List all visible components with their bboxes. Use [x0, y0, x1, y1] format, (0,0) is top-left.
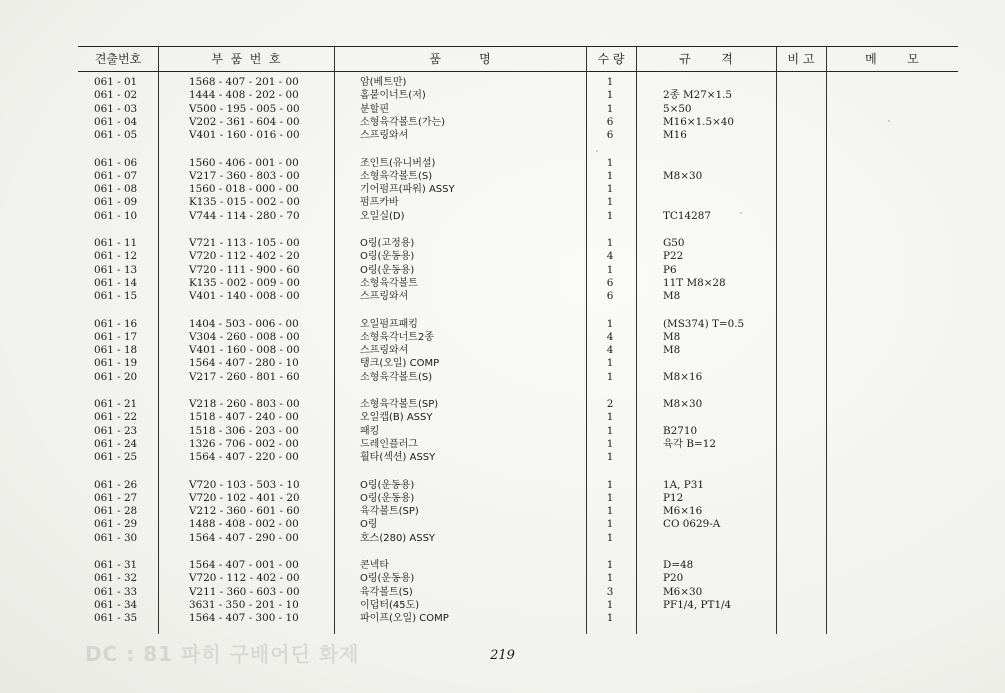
table-row: [78, 559, 958, 572]
item-number-cell: 061 - 33: [94, 585, 138, 598]
table-row: [78, 76, 958, 89]
quantity-cell: 1: [606, 612, 614, 625]
table-row: [78, 451, 958, 464]
item-number-cell: 061 - 01: [94, 76, 138, 88]
quantity-cell: 1: [606, 505, 614, 518]
part-name-cell: 오일펌프패킹: [360, 318, 418, 330]
quantity-cell: 1: [606, 102, 614, 115]
part-number-cell: V401 - 140 - 008 - 00: [189, 290, 300, 303]
part-name-cell: 소형육각볼트: [360, 277, 418, 289]
item-number-cell: 061 - 24: [94, 437, 138, 450]
table-row: [78, 290, 958, 303]
spec-cell: G50: [663, 237, 685, 249]
quantity-cell: 3: [606, 585, 614, 598]
part-number-cell: V720 - 112 - 402 - 00: [189, 572, 300, 585]
quantity-cell: 1: [606, 478, 614, 491]
part-name-cell: 오일실(D): [360, 210, 405, 222]
scan-speck: [888, 120, 890, 122]
part-name-cell: 암(베트만): [360, 77, 407, 88]
part-name-cell: 소형육각볼트(S): [360, 371, 433, 383]
item-number-cell: 061 - 25: [94, 451, 138, 464]
spec-cell: M6×30: [663, 585, 703, 598]
part-number-cell: 1564 - 407 - 300 - 10: [189, 612, 299, 625]
part-name-cell: O링: [360, 519, 378, 531]
quantity-cell: 1: [606, 196, 614, 209]
item-number-cell: 061 - 16: [94, 317, 138, 330]
part-name-cell: O링(운동용): [360, 251, 415, 263]
quantity-cell: 1: [606, 169, 614, 182]
spec-cell: 5×50: [663, 102, 692, 115]
part-number-cell: V217 - 260 - 801 - 60: [189, 370, 300, 383]
scan-speck: [420, 360, 422, 362]
part-number-cell: V401 - 160 - 016 - 00: [189, 129, 300, 142]
part-number-cell: V218 - 260 - 803 - 00: [189, 398, 300, 410]
header-remark: 비 고: [787, 52, 815, 66]
item-number-cell: 061 - 29: [94, 518, 138, 531]
quantity-cell: 6: [606, 129, 614, 142]
part-number-cell: V202 - 361 - 604 - 00: [189, 115, 300, 128]
part-name-cell: 오일캡(B) ASSY: [360, 412, 433, 424]
part-number-cell: 3631 - 350 - 201 - 10: [189, 598, 299, 611]
part-number-cell: 1564 - 407 - 001 - 00: [189, 559, 299, 571]
table-row: [78, 89, 958, 102]
part-number-cell: K135 - 015 - 002 - 00: [189, 196, 300, 209]
quantity-cell: 1: [606, 424, 614, 437]
scan-speck: [596, 150, 598, 152]
spec-cell: M8×30: [663, 169, 703, 182]
spec-cell: P12: [663, 491, 684, 504]
item-number-cell: 061 - 26: [94, 478, 138, 491]
table-row: [78, 532, 958, 545]
item-number-cell: 061 - 30: [94, 531, 138, 544]
part-number-cell: 1568 - 407 - 201 - 00: [189, 76, 299, 88]
table-row: [78, 116, 958, 129]
quantity-cell: 1: [606, 317, 614, 330]
table-row: [78, 599, 958, 612]
quantity-cell: 6: [606, 276, 614, 289]
part-name-cell: 파이프(오일) COMP: [360, 613, 449, 625]
spec-cell: M8: [663, 330, 681, 343]
part-name-cell: 휠타(섹션) ASSY: [360, 452, 436, 464]
item-number-cell: 061 - 11: [94, 237, 138, 249]
part-name-cell: 홈붙이너트(저): [360, 90, 426, 102]
table-row: [78, 210, 958, 223]
item-number-cell: 061 - 12: [94, 250, 138, 263]
spec-cell: PF1/4, PT1/4: [663, 598, 732, 611]
item-number-cell: 061 - 14: [94, 276, 138, 289]
table-row: [78, 586, 958, 599]
part-name-cell: 호스(280) ASSY: [360, 532, 436, 544]
item-number-cell: 061 - 28: [94, 505, 138, 518]
table-row: [78, 344, 958, 357]
part-number-cell: V304 - 260 - 008 - 00: [189, 330, 300, 343]
part-number-cell: 1564 - 407 - 290 - 00: [189, 531, 299, 544]
table-row: [78, 492, 958, 505]
part-name-cell: 콘넥타: [360, 560, 389, 571]
item-number-cell: 061 - 23: [94, 424, 138, 437]
item-number-cell: 061 - 02: [94, 89, 138, 102]
spec-cell: 1A, P31: [663, 478, 704, 491]
item-number-cell: 061 - 10: [94, 209, 138, 222]
spec-cell: M8: [663, 344, 681, 357]
part-name-cell: 이덥터(45도): [360, 599, 420, 611]
quantity-cell: 1: [606, 451, 614, 464]
part-number-cell: V401 - 160 - 008 - 00: [189, 344, 300, 357]
table-row: [78, 357, 958, 370]
header-no: 견출번호: [94, 52, 142, 66]
table-row: [78, 411, 958, 424]
part-number-cell: V211 - 360 - 603 - 00: [189, 585, 300, 598]
part-number-cell: V721 - 113 - 105 - 00: [189, 237, 300, 249]
part-name-cell: O링(운동용): [360, 573, 415, 585]
quantity-cell: 1: [606, 531, 614, 544]
table-row: [78, 264, 958, 277]
table-row: [78, 318, 958, 331]
quantity-cell: 1: [606, 76, 614, 88]
quantity-cell: 1: [606, 437, 614, 450]
item-number-cell: 061 - 32: [94, 572, 138, 585]
quantity-cell: 4: [606, 330, 614, 343]
part-number-cell: 1488 - 408 - 002 - 00: [189, 518, 299, 531]
item-number-cell: 061 - 20: [94, 370, 138, 383]
part-number-cell: V217 - 360 - 803 - 00: [189, 169, 300, 182]
quantity-cell: 1: [606, 411, 614, 424]
item-number-cell: 061 - 18: [94, 344, 138, 357]
item-number-cell: 061 - 21: [94, 398, 138, 410]
scan-speck: [740, 212, 742, 214]
part-number-cell: V720 - 103 - 503 - 10: [189, 478, 300, 491]
quantity-cell: 4: [606, 250, 614, 263]
quantity-cell: 2: [606, 398, 614, 410]
part-number-cell: 1518 - 407 - 240 - 00: [189, 411, 299, 424]
quantity-cell: 1: [606, 156, 614, 169]
quantity-cell: 1: [606, 598, 614, 611]
spec-cell: P20: [663, 572, 684, 585]
item-number-cell: 061 - 09: [94, 196, 138, 209]
part-name-cell: 소형육각볼트(SP): [360, 399, 439, 410]
part-name-cell: 스프링와셔: [360, 130, 409, 142]
quantity-cell: 1: [606, 518, 614, 531]
part-number-cell: V500 - 195 - 005 - 00: [189, 102, 300, 115]
table-row: [78, 170, 958, 183]
part-name-cell: O링(고정용): [360, 238, 415, 249]
part-name-cell: 패킹: [360, 425, 380, 437]
item-number-cell: 061 - 31: [94, 559, 138, 571]
part-number-cell: 1560 - 018 - 000 - 00: [189, 183, 299, 196]
table-row: [78, 129, 958, 142]
header-part-no: 부 품 번 호: [211, 52, 281, 66]
table-row: [78, 425, 958, 438]
spec-cell: M8×30: [663, 398, 703, 410]
part-name-cell: 조인트(유니버셜): [360, 157, 436, 169]
table-row: [78, 331, 958, 344]
part-number-cell: 1560 - 406 - 001 - 00: [189, 156, 299, 169]
quantity-cell: 1: [606, 572, 614, 585]
bleed-through-text: DC : 81 파히 구배어딘 화제: [85, 642, 360, 666]
spec-cell: (MS374) T=0.5: [663, 317, 745, 330]
table-row: [78, 438, 958, 451]
part-number-cell: 1404 - 503 - 006 - 00: [189, 317, 299, 330]
part-name-cell: 소형육각너트2종: [360, 331, 434, 343]
part-number-cell: 1564 - 407 - 220 - 00: [189, 451, 299, 464]
header-memo: 메 모: [865, 52, 919, 66]
spec-cell: M8: [663, 290, 681, 303]
part-number-cell: 1326 - 706 - 002 - 00: [189, 437, 299, 450]
item-number-cell: 061 - 06: [94, 156, 138, 169]
part-number-cell: 1444 - 408 - 202 - 00: [189, 89, 299, 102]
page-number: 219: [490, 648, 515, 663]
item-number-cell: 061 - 08: [94, 183, 138, 196]
spec-cell: M16: [663, 129, 687, 142]
quantity-cell: 1: [606, 89, 614, 102]
table-row: [78, 103, 958, 116]
part-name-cell: 드레인플러그: [360, 438, 418, 450]
part-name-cell: 스프링와셔: [360, 291, 409, 303]
spec-cell: 육각 B=12: [663, 437, 716, 450]
item-number-cell: 061 - 22: [94, 411, 138, 424]
table-row: [78, 398, 958, 411]
part-number-cell: K135 - 002 - 009 - 00: [189, 276, 300, 289]
header-qty: 수 량: [597, 52, 625, 66]
item-number-cell: 061 - 04: [94, 115, 138, 128]
item-number-cell: 061 - 15: [94, 290, 138, 303]
table-row: [78, 250, 958, 263]
spec-cell: CO 0629-A: [663, 518, 721, 531]
part-name-cell: O링(운동용): [360, 479, 415, 491]
part-number-cell: 1564 - 407 - 280 - 10: [189, 357, 299, 370]
part-name-cell: 스프링와셔: [360, 345, 409, 357]
spec-cell: M6×16: [663, 505, 703, 518]
table-row: [78, 277, 958, 290]
parts-table: [78, 46, 958, 634]
item-number-cell: 061 - 19: [94, 357, 138, 370]
item-number-cell: 061 - 27: [94, 491, 138, 504]
spec-cell: D=48: [663, 559, 694, 571]
part-number-cell: V720 - 102 - 401 - 20: [189, 491, 300, 504]
item-number-cell: 061 - 13: [94, 263, 138, 276]
spec-cell: 11T M8×28: [663, 276, 726, 289]
quantity-cell: 1: [606, 237, 614, 249]
part-name-cell: 육각볼트(S): [360, 586, 413, 598]
table-row: [78, 518, 958, 531]
part-name-cell: 육각볼트(SP): [360, 506, 419, 518]
table-row: [78, 612, 958, 625]
item-number-cell: 061 - 05: [94, 129, 138, 142]
part-name-cell: 기어펌프(파워) ASSY: [360, 184, 455, 196]
table-row: [78, 371, 958, 384]
spec-cell: P6: [663, 263, 677, 276]
spec-cell: TC14287: [663, 209, 711, 222]
spec-cell: P22: [663, 250, 684, 263]
part-number-cell: V720 - 111 - 900 - 60: [189, 263, 300, 276]
table-row: [78, 183, 958, 196]
quantity-cell: 1: [606, 559, 614, 571]
table-row: [78, 572, 958, 585]
spec-cell: M8×16: [663, 370, 703, 383]
item-number-cell: 061 - 07: [94, 169, 138, 182]
part-name-cell: 소형육각볼트(S): [360, 170, 433, 182]
table-row: [78, 157, 958, 170]
item-number-cell: 061 - 34: [94, 598, 138, 611]
header-name: 품 명: [429, 52, 491, 66]
part-number-cell: 1518 - 306 - 203 - 00: [189, 424, 299, 437]
quantity-cell: 1: [606, 370, 614, 383]
spec-cell: 2종 M27×1.5: [663, 89, 733, 102]
part-name-cell: 분할핀: [360, 103, 389, 115]
item-number-cell: 061 - 35: [94, 612, 138, 625]
part-name-cell: O링(운동용): [360, 264, 415, 276]
spec-cell: M16×1.5×40: [663, 115, 735, 128]
table-row: [78, 505, 958, 518]
quantity-cell: 1: [606, 263, 614, 276]
quantity-cell: 6: [606, 115, 614, 128]
part-name-cell: O링(운동용): [360, 492, 415, 504]
quantity-cell: 6: [606, 290, 614, 303]
quantity-cell: 1: [606, 491, 614, 504]
part-name-cell: 펌프카바: [360, 197, 399, 209]
table-row: [78, 196, 958, 209]
part-number-cell: V744 - 114 - 280 - 70: [189, 209, 300, 222]
quantity-cell: 1: [606, 183, 614, 196]
part-name-cell: 소형육각볼트(가는): [360, 116, 446, 128]
header-spec: 규 격: [679, 52, 733, 66]
quantity-cell: 4: [606, 344, 614, 357]
quantity-cell: 1: [606, 209, 614, 222]
part-number-cell: V720 - 112 - 402 - 20: [189, 250, 300, 263]
part-number-cell: V212 - 360 - 601 - 60: [189, 505, 300, 518]
quantity-cell: 1: [606, 357, 614, 370]
part-name-cell: 탱크(오일) COMP: [360, 358, 440, 370]
table-row: [78, 237, 958, 250]
item-number-cell: 061 - 03: [94, 102, 138, 115]
spec-cell: B2710: [663, 424, 698, 437]
item-number-cell: 061 - 17: [94, 330, 138, 343]
table-row: [78, 479, 958, 492]
